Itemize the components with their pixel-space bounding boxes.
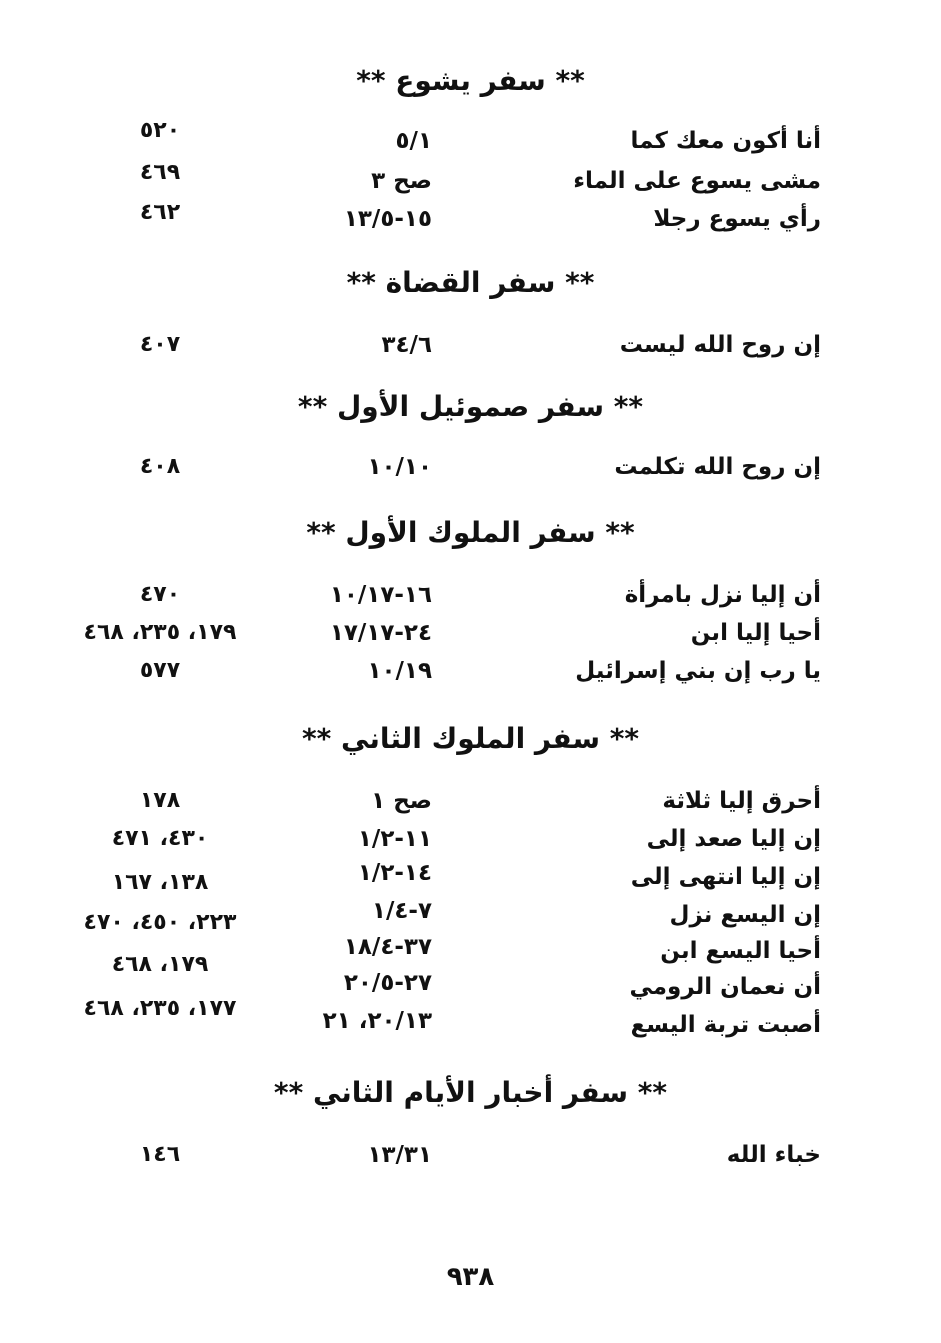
entry-reference: ١٠/١٠ xyxy=(367,454,432,480)
entry-text: رأي يسوع رجلا xyxy=(653,206,821,232)
entry-pages: ٤٦٢ xyxy=(139,200,181,225)
entry-text: أصبت تربة اليسع xyxy=(630,1012,821,1038)
entry-text: أحيا اليسع ابن xyxy=(660,938,821,964)
section-title-2-chronicles: ** سفر أخبار الأيام الثاني ** xyxy=(273,1076,668,1109)
table-row xyxy=(0,860,941,904)
entry-reference: ٧-١/٤ xyxy=(371,898,432,924)
table-row xyxy=(0,788,941,828)
entry-pages: ١٣٨، ١٦٧ xyxy=(111,870,209,895)
entry-reference: ١٥-١٣/٥ xyxy=(343,206,432,232)
entry-reference: ٣٧-١٨/٤ xyxy=(343,934,432,960)
table-row xyxy=(0,332,941,372)
section-title-joshua: ** سفر يشوع ** xyxy=(356,64,585,97)
entry-reference: ١٦-١٠/١٧ xyxy=(329,582,432,608)
entry-reference: ٥/١ xyxy=(395,128,432,154)
entry-reference: ١٠/١٩ xyxy=(367,658,432,684)
table-row xyxy=(0,200,941,246)
section-title-1-samuel: ** سفر صموئيل الأول ** xyxy=(297,390,644,423)
table-row xyxy=(0,620,941,660)
entry-text: خباء الله xyxy=(726,1142,821,1168)
entry-reference: ٢٤-١٧/١٧ xyxy=(329,620,432,646)
entry-reference: ١٤-١/٢ xyxy=(357,860,432,886)
entry-pages: ١٧٧، ٢٣٥، ٤٦٨ xyxy=(83,996,237,1021)
table-row xyxy=(0,454,941,494)
entry-reference: ٢٧-٢٠/٥ xyxy=(343,970,432,996)
table-row xyxy=(0,898,941,942)
entry-text: إن إليا صعد إلى xyxy=(646,826,821,852)
entry-text: إن إليا انتهى إلى xyxy=(630,864,821,890)
section-title-1-kings: ** سفر الملوك الأول ** xyxy=(306,516,635,549)
entry-pages: ٥٢٠ xyxy=(139,118,181,143)
entry-reference: ٢٠/١٣، ٢١ xyxy=(322,1008,432,1034)
entry-reference: صح ١ xyxy=(371,788,432,814)
entry-pages: ٥٧٧ xyxy=(139,658,181,683)
table-row xyxy=(0,1142,941,1182)
section-title-2-kings: ** سفر الملوك الثاني ** xyxy=(301,722,640,755)
section-title-judges: ** سفر القضاة ** xyxy=(346,266,595,299)
entry-reference: ١٣/٣١ xyxy=(367,1142,432,1168)
entry-pages: ٤٦٩ xyxy=(139,160,181,185)
table-row xyxy=(0,582,941,622)
entry-reference: ١١-١/٢ xyxy=(357,826,432,852)
page-number: ٩٣٨ xyxy=(446,1262,495,1292)
entry-pages: ١٧٩، ٢٣٥، ٤٦٨ xyxy=(83,620,237,645)
entry-pages: ١٧٩، ٤٦٨ xyxy=(111,952,209,977)
entry-pages: ٢٢٣، ٤٥٠، ٤٧٠ xyxy=(83,910,237,935)
entry-text: يا رب إن بني إسرائيل xyxy=(575,658,821,684)
entry-text: إن اليسع نزل xyxy=(669,902,821,928)
entry-text: إن روح الله ليست xyxy=(619,332,821,358)
entry-pages: ٤٣٠، ٤٧١ xyxy=(111,826,209,851)
entry-reference: ٣٤/٦ xyxy=(381,332,432,358)
entry-text: أحيا إليا ابن xyxy=(690,620,821,646)
entry-text: أحرق إليا ثلاثة xyxy=(662,788,821,814)
table-row xyxy=(0,658,941,698)
entry-text: أنا أكون معك كما xyxy=(630,128,821,154)
entry-text: مشى يسوع على الماء xyxy=(573,168,821,194)
entry-pages: ١٧٨ xyxy=(139,788,181,813)
entry-pages: ٤٠٨ xyxy=(139,454,181,479)
table-row xyxy=(0,826,941,866)
entry-reference: صح ٣ xyxy=(371,168,432,194)
entry-text: أن نعمان الرومي xyxy=(629,974,821,1000)
entry-pages: ٤٧٠ xyxy=(139,582,181,607)
entry-text: إن روح الله تكلمت xyxy=(614,454,821,480)
entry-pages: ٤٠٧ xyxy=(139,332,181,357)
table-row xyxy=(0,934,941,978)
entry-pages: ١٤٦ xyxy=(139,1142,181,1167)
entry-text: أن إليا نزل بامرأة xyxy=(624,582,821,608)
